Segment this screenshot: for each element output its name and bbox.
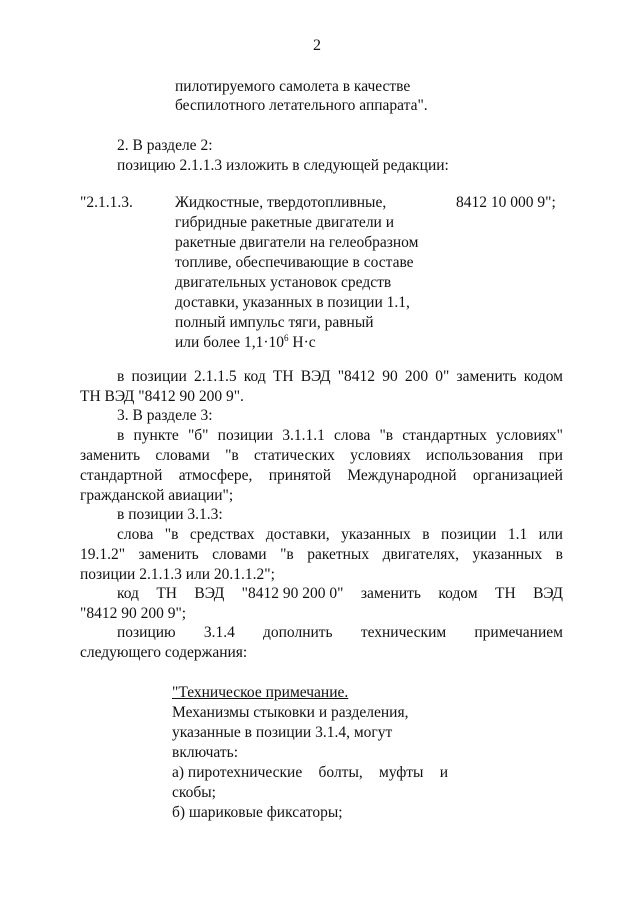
word: болты, bbox=[318, 764, 363, 781]
word: "в bbox=[379, 427, 394, 444]
position-desc-line-1: Жидкостные, твердотопливные, bbox=[175, 194, 387, 211]
position-code: "2.1.1.3. bbox=[80, 194, 133, 211]
word: ВЭД bbox=[300, 368, 331, 385]
word: кодом bbox=[438, 585, 478, 602]
word: организацией bbox=[472, 467, 563, 484]
tech-note-line-2: указанные в позиции 3.1.4, могут bbox=[172, 724, 393, 741]
word: "в bbox=[164, 526, 179, 543]
position-desc-line-5: двигательных установок средств bbox=[175, 274, 392, 291]
tech-note-line-1: Механизмы стыковки и разделения, bbox=[172, 704, 409, 721]
position-desc-line-2: гибридные ракетные двигатели и bbox=[175, 214, 395, 231]
word: заменить bbox=[138, 546, 199, 563]
word: доставки, bbox=[265, 526, 330, 543]
word: ТН bbox=[272, 368, 294, 385]
section3-p2-heading: в позиции 3.1.3: bbox=[117, 506, 223, 523]
word: код bbox=[117, 585, 139, 602]
word: заменить bbox=[80, 447, 141, 464]
position-desc-line-6: доставки, указанных в позиции 1.1, bbox=[175, 294, 410, 311]
word: ВЭД bbox=[194, 585, 225, 602]
position-desc-line-8 bbox=[175, 334, 316, 352]
word: "8412 bbox=[337, 368, 376, 385]
impulse-unit: Н·с bbox=[288, 334, 316, 351]
word: использования bbox=[426, 447, 524, 464]
word: "в bbox=[280, 546, 294, 563]
word: принятой bbox=[268, 467, 332, 484]
word: в bbox=[422, 526, 430, 543]
word: примечанием bbox=[474, 624, 563, 641]
word: дополнить bbox=[262, 624, 333, 641]
section3-p2-line-2 bbox=[80, 546, 563, 564]
section3-p1-line-4: гражданской авиации"; bbox=[80, 487, 234, 504]
word: кодом bbox=[523, 368, 563, 385]
word: и bbox=[439, 764, 448, 781]
word: в bbox=[117, 368, 125, 385]
word: техническим bbox=[360, 624, 447, 641]
word: позиции bbox=[131, 368, 187, 385]
section3-heading: 3. В разделе 3: bbox=[117, 407, 213, 424]
word: 3.1.1.1 bbox=[282, 427, 325, 444]
word: условиях bbox=[350, 447, 411, 464]
word: в bbox=[555, 546, 563, 563]
word: условиях" bbox=[496, 427, 563, 444]
word: при bbox=[538, 447, 563, 464]
word: а) пиротехнические bbox=[172, 764, 303, 781]
word: указанных bbox=[472, 546, 543, 563]
section3-p3-line-2: "8412 90 200 9"; bbox=[80, 605, 187, 622]
section3-p1-line-3 bbox=[80, 467, 563, 485]
word: заменить bbox=[456, 368, 517, 385]
word: муфты bbox=[379, 764, 424, 781]
word: в bbox=[117, 427, 125, 444]
section2-heading: 2. В разделе 2: bbox=[117, 137, 213, 154]
word: позицию bbox=[117, 624, 176, 641]
para-2115-line-2: ТН ВЭД "8412 90 200 9". bbox=[80, 388, 244, 405]
section3-p1-line-1 bbox=[117, 427, 563, 445]
tech-note-item-a-cont: скобы; bbox=[172, 784, 216, 801]
section3-p3-line-1 bbox=[117, 585, 563, 603]
word: 19.1.2" bbox=[80, 546, 126, 563]
word: атмосфере, bbox=[178, 467, 253, 484]
word: "8412 90 200 0" bbox=[241, 585, 344, 602]
word: 0" bbox=[435, 368, 450, 385]
word: двигателях, bbox=[382, 546, 460, 563]
tech-note-title: "Техническое примечание. bbox=[172, 684, 349, 701]
word: статических bbox=[254, 447, 335, 464]
intro-line-2: беспилотного летательного аппарата". bbox=[175, 97, 428, 114]
impulse-exponent: 6 bbox=[284, 332, 289, 343]
tech-note-line-3: включать: bbox=[172, 744, 238, 761]
para-2115-line-1 bbox=[117, 368, 563, 386]
word: Международной bbox=[347, 467, 457, 484]
position-desc-line-4: топливе, обеспечивающие в составе bbox=[175, 254, 414, 271]
word: 200 bbox=[404, 368, 429, 385]
section3-p1-line-2 bbox=[80, 447, 563, 465]
word: или bbox=[538, 526, 563, 543]
section3-p2-line-3: позиции 2.1.1.3 или 20.1.1.2"; bbox=[80, 566, 275, 583]
word: словами bbox=[212, 546, 267, 563]
intro-line-1: пилотируемого самолета в качестве bbox=[175, 78, 411, 95]
word: 2.1.1.5 bbox=[194, 368, 237, 385]
position-desc-line-3: ракетные двигатели на гелеобразном bbox=[175, 234, 419, 251]
word: словами bbox=[155, 447, 210, 464]
word: указанных bbox=[341, 526, 411, 543]
word: "б" bbox=[187, 427, 209, 444]
word: 3.1.4 bbox=[203, 624, 235, 641]
tech-note-item-a bbox=[172, 764, 448, 782]
word: слова bbox=[117, 526, 154, 543]
word: ракетных bbox=[307, 546, 370, 563]
word: 1.1 bbox=[507, 526, 528, 543]
tech-note-item-b: б) шариковые фиксаторы; bbox=[172, 804, 343, 821]
word: 90 bbox=[382, 368, 398, 385]
page-number: 2 bbox=[313, 37, 321, 54]
word: пункте bbox=[133, 427, 179, 444]
section3-p4-line-1 bbox=[117, 624, 563, 642]
word: стандартной bbox=[80, 467, 163, 484]
word: ВЭД bbox=[533, 585, 563, 602]
word: "в bbox=[225, 447, 239, 464]
word: заменить bbox=[360, 585, 421, 602]
impulse-prefix: или более 1,1·10 bbox=[175, 334, 285, 351]
word: позиции bbox=[217, 427, 274, 444]
section3-p4-line-2: следующего содержания: bbox=[80, 644, 248, 661]
word: позиции bbox=[441, 526, 497, 543]
position-tn-ved: 8412 10 000 9"; bbox=[456, 194, 556, 211]
word: ТН bbox=[495, 585, 516, 602]
section2-instruction: позицию 2.1.1.3 изложить в следующей редакции: bbox=[117, 157, 449, 174]
section3-p2-line-1 bbox=[117, 526, 563, 544]
word: слова bbox=[333, 427, 371, 444]
word: средствах bbox=[189, 526, 255, 543]
position-desc-line-7: полный импульс тяги, равный bbox=[175, 314, 374, 331]
word: стандартных bbox=[402, 427, 487, 444]
word: ТН bbox=[156, 585, 178, 602]
word: код bbox=[243, 368, 266, 385]
